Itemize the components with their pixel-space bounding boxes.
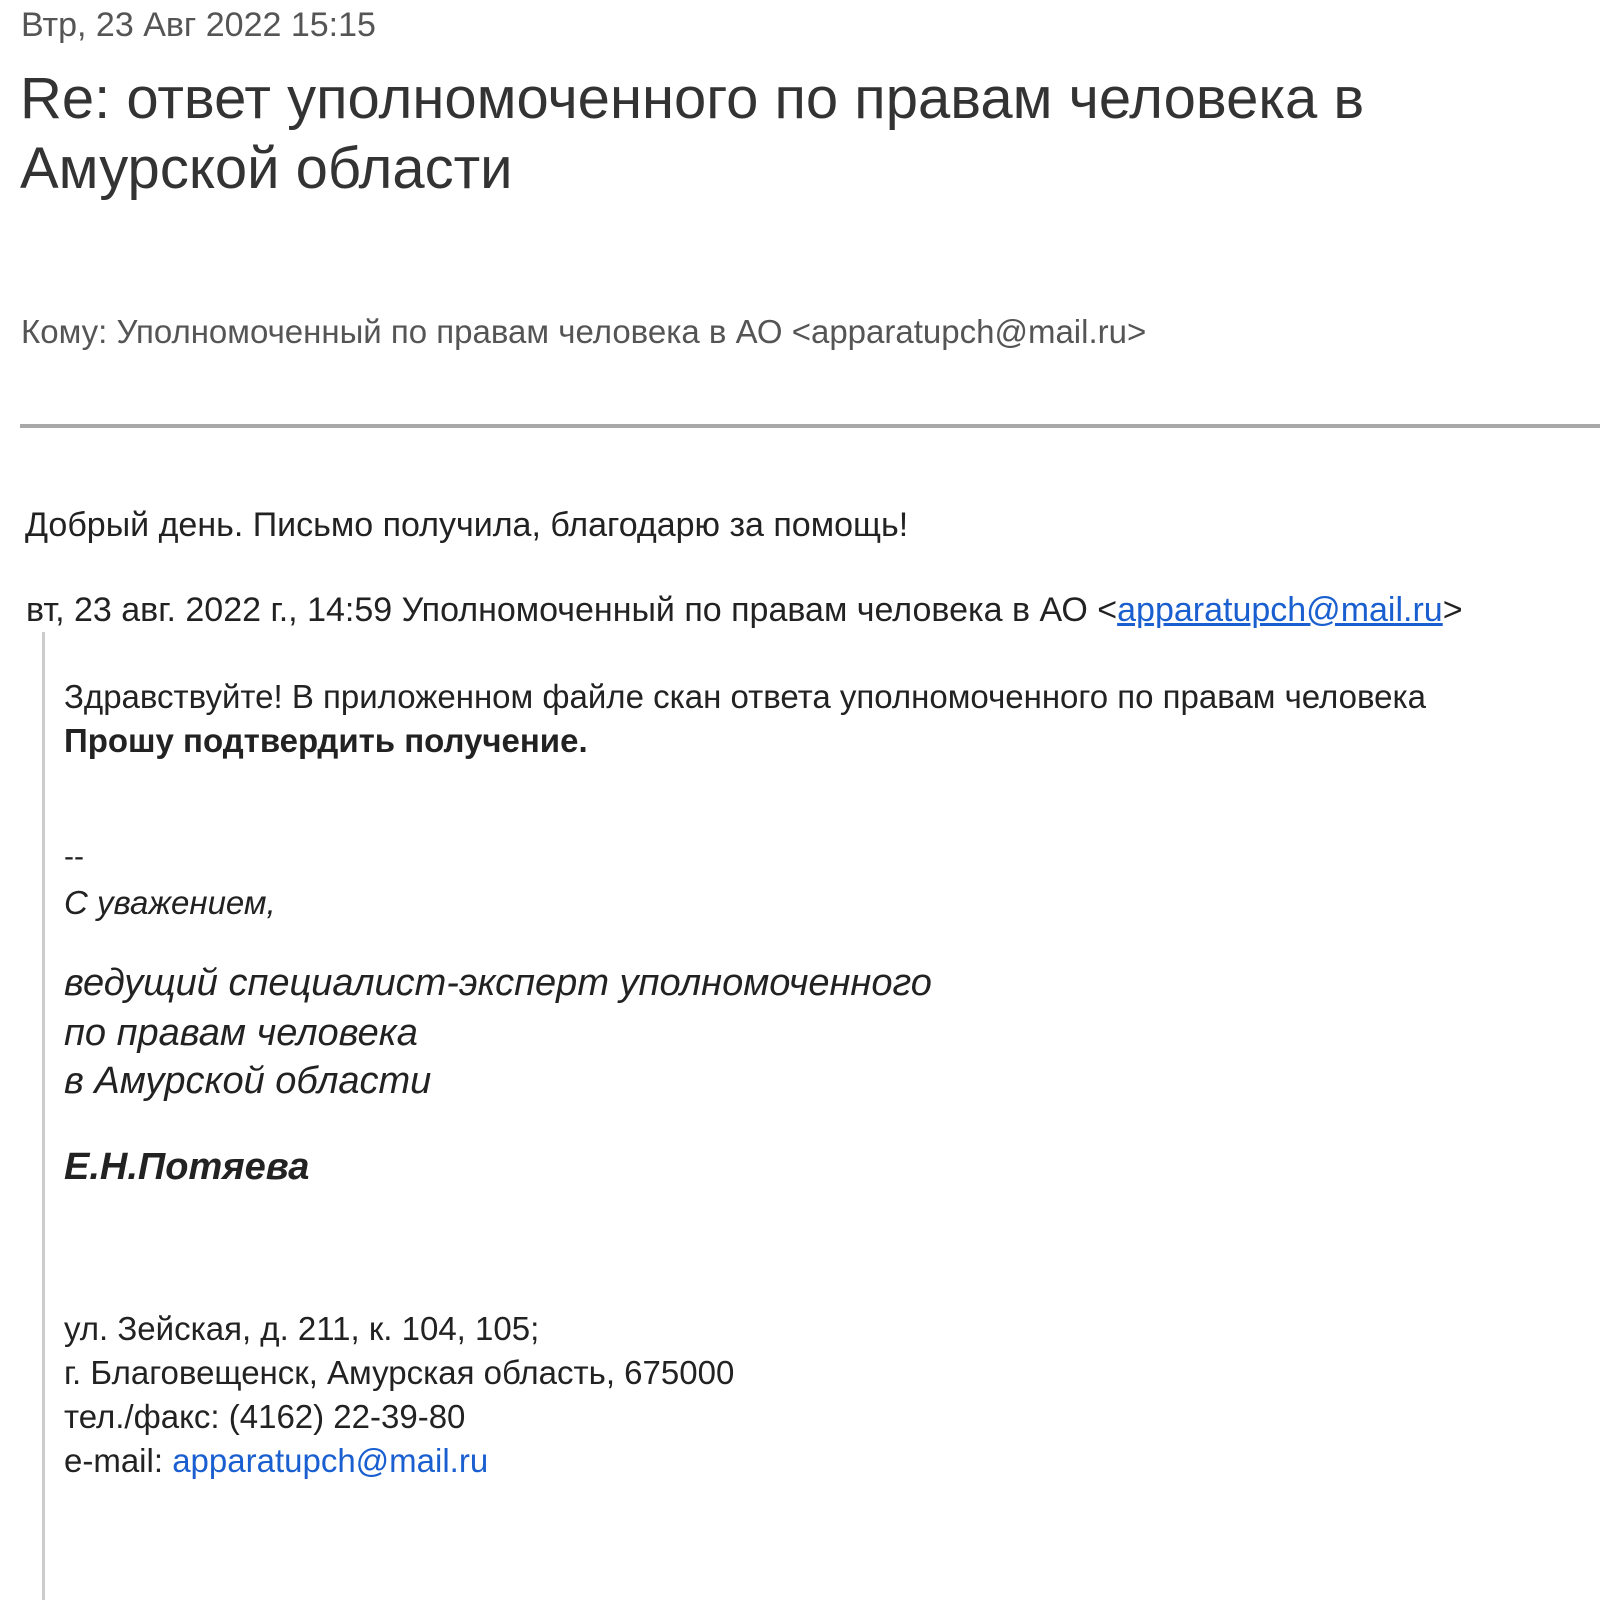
- signature-dash: --: [64, 840, 84, 873]
- email-label: e-mail:: [64, 1442, 173, 1479]
- quote-header-prefix: вт, 23 авг. 2022 г., 14:59 Уполномоченный по правам человека в АО <: [26, 591, 1118, 629]
- quote-header-email-link[interactable]: apparatupch@mail.ru: [1117, 591, 1443, 629]
- header-divider: [20, 424, 1600, 428]
- signature-regards: С уважением,: [64, 884, 276, 921]
- quote-request: Прошу подтвердить получение.: [64, 722, 588, 759]
- signature-name: Е.Н.Потяева: [64, 1146, 310, 1188]
- email-line: [64, 1442, 488, 1480]
- signature-title-line-2: по правам человека: [64, 1012, 418, 1054]
- address-line-2: г. Благовещенск, Амурская область, 675000: [64, 1354, 735, 1391]
- quote-header-suffix: >: [1442, 591, 1463, 629]
- quote-border: [42, 632, 45, 1600]
- message-date: Втр, 23 Авг 2022 15:15: [21, 6, 376, 44]
- reply-body-text: Добрый день. Письмо получила, благодарю за помощь!: [25, 506, 909, 544]
- phone-line: тел./факс: (4162) 22-39-80: [64, 1398, 466, 1435]
- address-line-1: ул. Зейская, д. 211, к. 104, 105;: [64, 1310, 540, 1347]
- quote-header: [26, 591, 1463, 630]
- signature-title-line-3: в Амурской области: [64, 1060, 432, 1102]
- signature-title-line-1: ведущий специалист-эксперт уполномоченного: [64, 962, 932, 1004]
- quote-greeting: Здравствуйте! В приложенном файле скан ответа уполномоченного по правам человека: [64, 678, 1427, 715]
- message-subject: Re: ответ уполномоченного по правам человека в Амурской области: [20, 66, 1365, 201]
- signature-email-link[interactable]: apparatupch@mail.ru: [172, 1442, 489, 1479]
- recipient-line: Кому: Уполномоченный по правам человека в АО <apparatupch@mail.ru>: [21, 313, 1147, 350]
